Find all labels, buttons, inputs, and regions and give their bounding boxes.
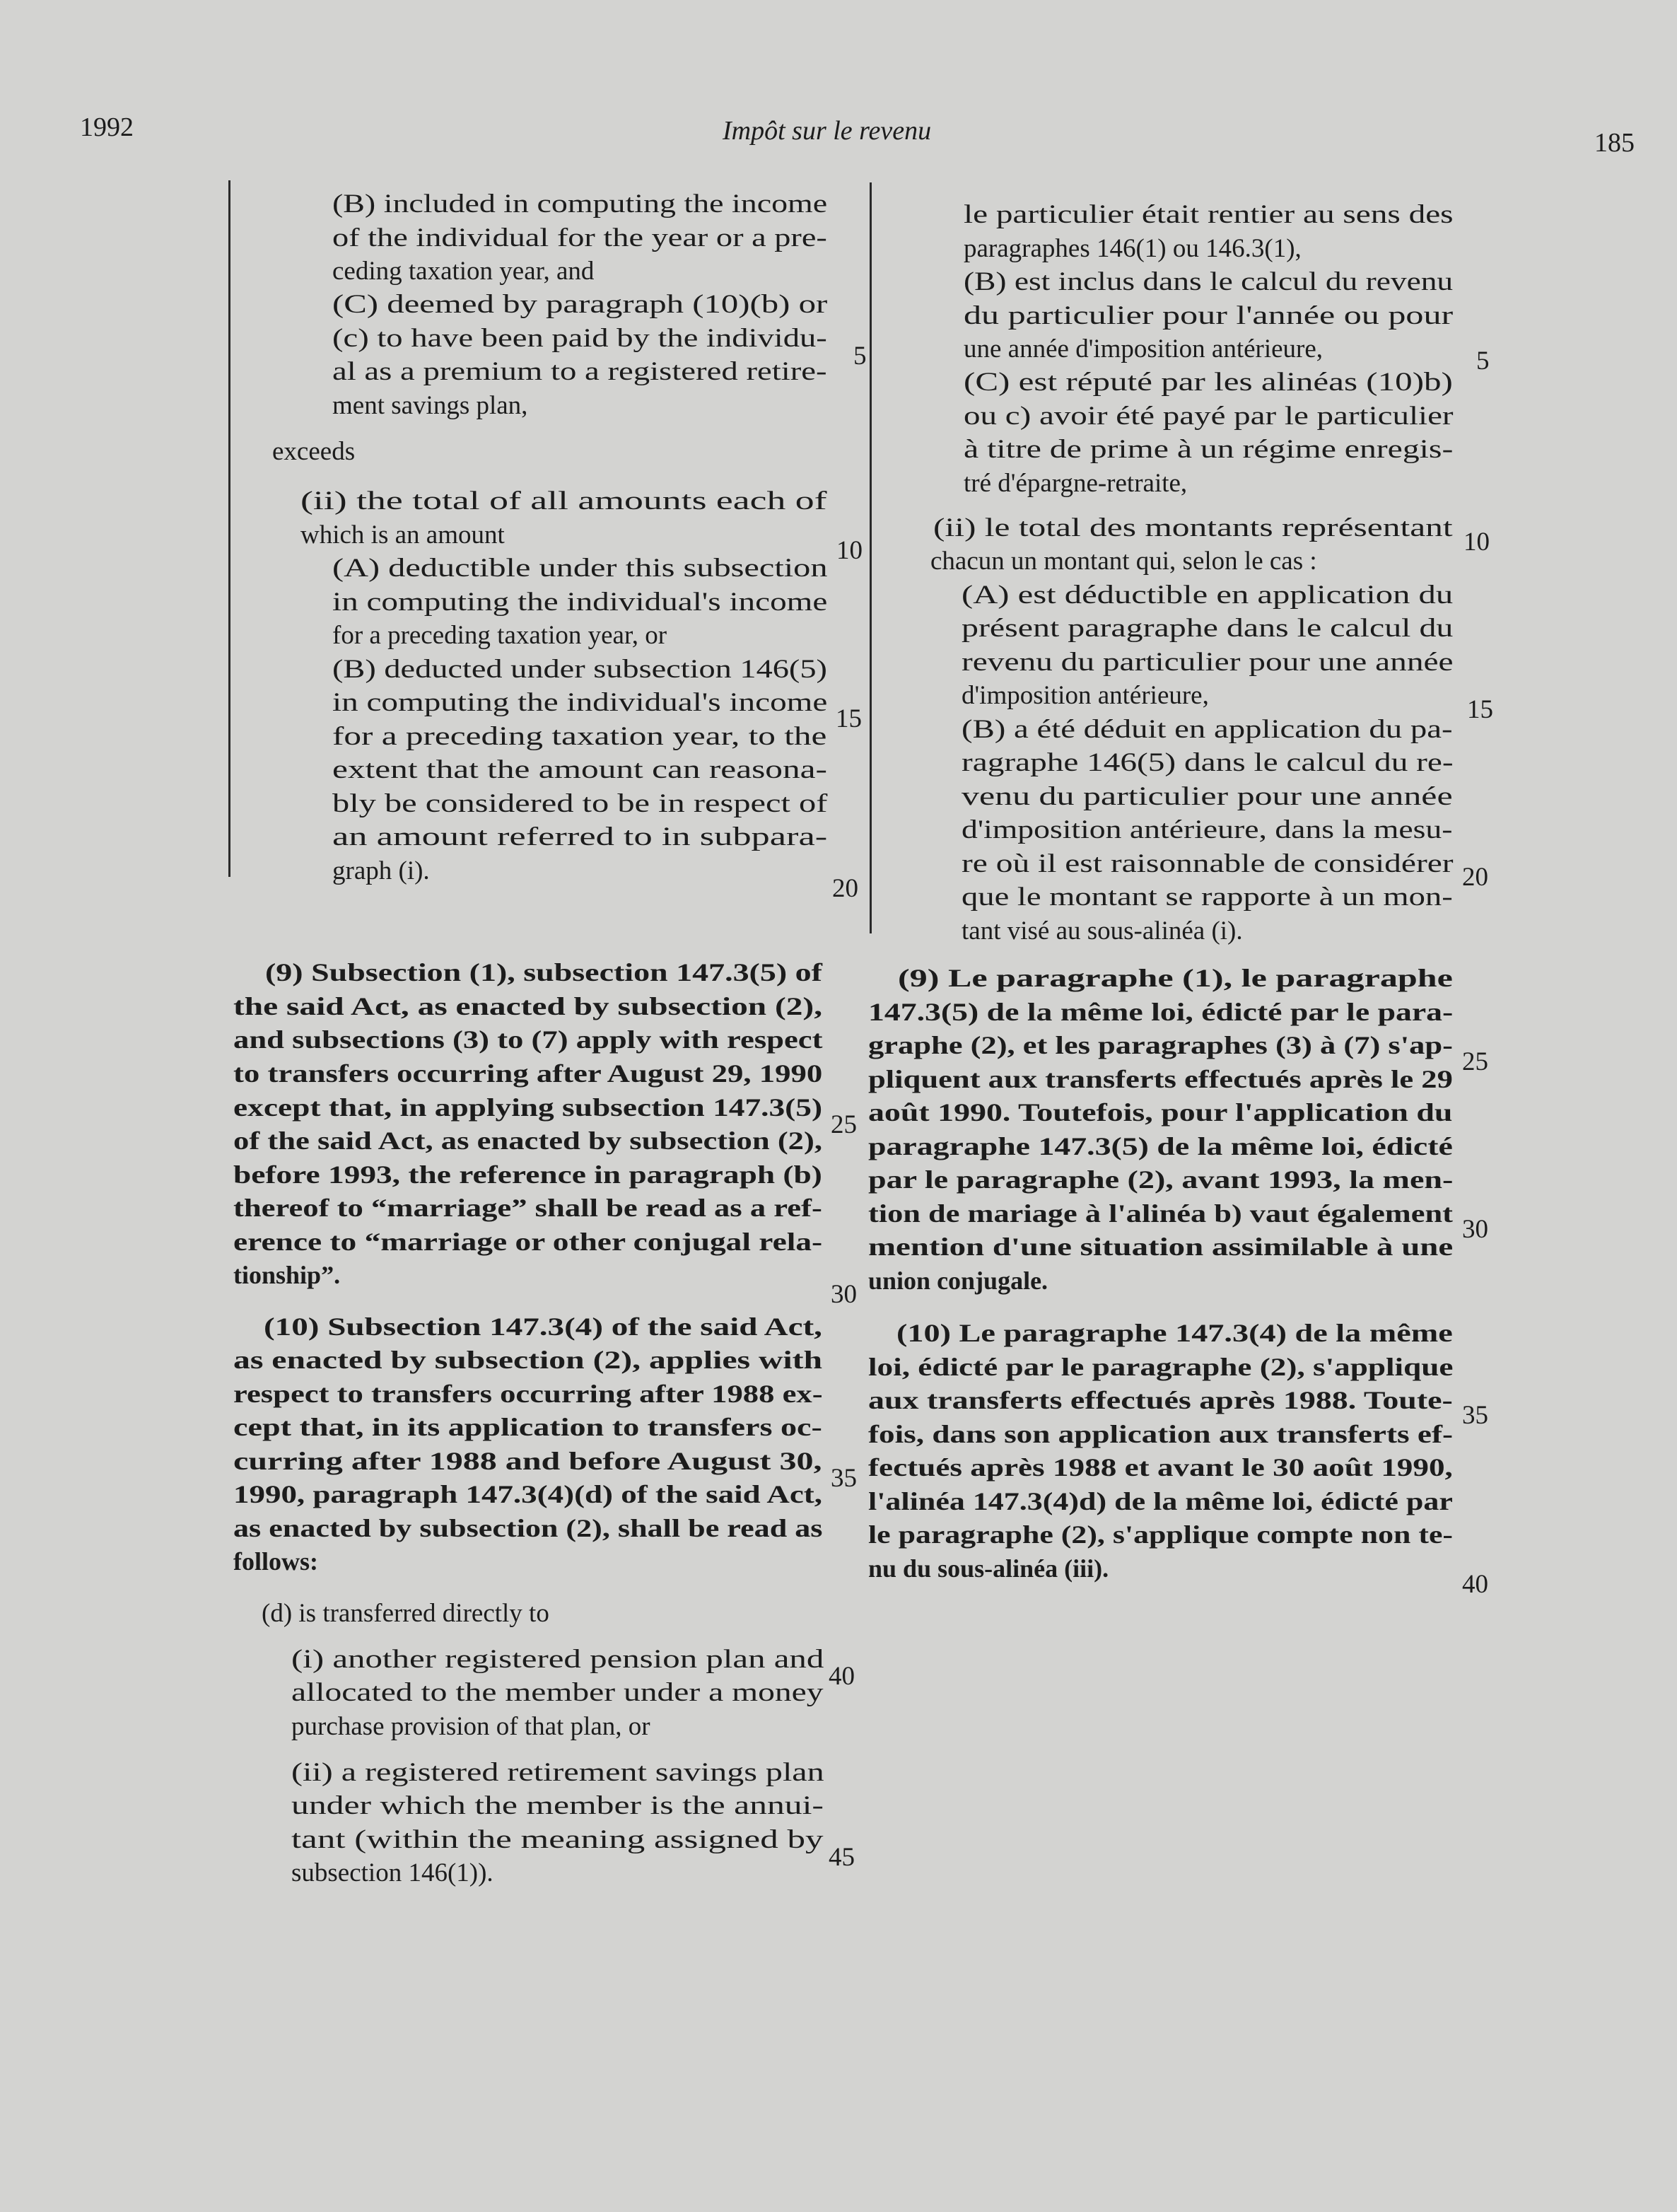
french-para-9-line: août 1990. Toutefois, pour l'application du	[868, 1098, 1453, 1127]
line-number-en: 10	[836, 536, 863, 565]
english-para-9-line: and subsections (3) to (7) apply with respect	[233, 1025, 823, 1054]
french-prov-ii-line: à titre de prime à un régime enregis-	[964, 435, 1454, 464]
english-para-9-line: thereof to “marriage” shall be read as a ref-	[233, 1194, 822, 1222]
english-prov-ii-line: ment savings plan,	[332, 391, 528, 420]
margin-rule-french	[870, 182, 872, 933]
english-prov-ii-line: an amount referred to in subpara-	[332, 822, 828, 851]
english-para-10-line: respect to transfers occurring after 1988 ex-	[233, 1380, 823, 1408]
french-prov-ii-line: tré d'épargne-retraite,	[964, 469, 1188, 498]
french-para-10-line: le paragraphe (2), s'applique compte non te-	[868, 1520, 1454, 1549]
french-prov-ii-line: chacun un montant qui, selon le cas :	[930, 547, 1317, 576]
english-prov-ii-line: in computing the individual's income	[332, 588, 828, 617]
header-year: 1992	[80, 112, 134, 142]
french-prov-ii-line: (ii) le total des montants représentant	[933, 513, 1453, 542]
french-para-9-line: graphe (2), et les paragraphes (3) à (7) s'ap-	[868, 1031, 1453, 1059]
english-para-9-line: erence to “marriage or other conjugal rela-	[233, 1228, 823, 1256]
french-para-10-line: (10) Le paragraphe 147.3(4) de la même	[896, 1319, 1453, 1347]
french-prov-ii-line: une année d'imposition antérieure,	[964, 334, 1324, 363]
english-para-9-line: before 1993, the reference in paragraph (b)	[233, 1160, 822, 1189]
english-para-10-line: 1990, paragraph 147.3(4)(d) of the said Act,	[233, 1480, 822, 1508]
english-para-9-line: the said Act, as enacted by subsection (2),	[233, 992, 823, 1020]
english-prov-ii-line: al as a premium to a registered retire-	[332, 357, 827, 386]
english-para-d-line: (d) is transferred directly to	[262, 1599, 549, 1628]
line-number-fr: 35	[1462, 1401, 1488, 1430]
header-page-number: 185	[1594, 128, 1635, 158]
english-prov-ii-line: for a preceding taxation year, or	[332, 621, 667, 650]
header-title: Impôt sur le revenu	[723, 116, 932, 146]
english-para-d-line: (ii) a registered retirement savings plan	[291, 1758, 824, 1787]
french-prov-ii-line: re où il est raisonnable de considérer	[962, 849, 1454, 878]
french-prov-ii-line: (A) est déductible en application du	[962, 581, 1454, 610]
line-number-fr: 25	[1462, 1047, 1488, 1076]
french-prov-ii-line: venu du particulier pour une année	[962, 782, 1453, 811]
french-prov-ii-line: (B) est inclus dans le calcul du revenu	[964, 267, 1454, 296]
french-prov-ii-line: (C) est réputé par les alinéas (10)b)	[964, 368, 1453, 397]
english-prov-ii-line: in computing the individual's income	[332, 688, 828, 717]
french-prov-ii-line: ou c) avoir été payé par le particulier	[964, 402, 1454, 431]
english-para-10-line: cept that, in its application to transfers oc-	[233, 1413, 822, 1441]
english-prov-ii-line: ceding taxation year, and	[332, 257, 595, 286]
english-para-d-line: purchase provision of that plan, or	[291, 1712, 650, 1741]
french-prov-ii-line: que le montant se rapporte à un mon-	[962, 883, 1453, 912]
line-number-en: 25	[831, 1110, 857, 1139]
line-number-fr: 30	[1462, 1215, 1488, 1244]
english-para-9-line: tionship”.	[233, 1261, 341, 1289]
french-para-9-line: pliquent aux transferts effectués après le 29	[868, 1065, 1453, 1093]
line-number-en: 15	[836, 704, 862, 733]
french-para-9-line: (9) Le paragraphe (1), le paragraphe	[898, 964, 1453, 992]
french-prov-ii-line: (B) a été déduit en application du pa-	[962, 715, 1453, 744]
french-prov-ii-line: d'imposition antérieure, dans la mesu-	[962, 815, 1453, 844]
line-number-fr: 40	[1462, 1570, 1488, 1599]
french-para-9-line: par le paragraphe (2), avant 1993, la men-	[868, 1165, 1454, 1194]
french-prov-ii-line: d'imposition antérieure,	[962, 681, 1209, 710]
english-para-d-line: allocated to the member under a money	[291, 1678, 824, 1707]
french-prov-ii-line: ragraphe 146(5) dans le calcul du re-	[962, 748, 1454, 777]
english-prov-ii-line: of the individual for the year or a pre-	[332, 223, 827, 252]
english-prov-ii-line: (B) deducted under subsection 146(5)	[332, 655, 827, 684]
english-para-d-line: under which the member is the annui-	[291, 1791, 824, 1820]
french-prov-ii-line: revenu du particulier pour une année	[962, 648, 1454, 677]
line-number-en: 5	[853, 342, 867, 371]
english-prov-ii-line: for a preceding taxation year, to the	[332, 722, 827, 751]
english-para-d-line: tant (within the meaning assigned by	[291, 1825, 824, 1854]
english-para-d-line: subsection 146(1)).	[291, 1858, 493, 1887]
line-number-en: 45	[829, 1843, 855, 1872]
french-para-9-line: mention d'une situation assimilable à une	[868, 1233, 1454, 1261]
english-prov-ii-line: extent that the amount can reasona-	[332, 755, 827, 784]
english-para-9-line: of the said Act, as enacted by subsection (2),	[233, 1127, 823, 1155]
french-prov-ii-line: présent paragraphe dans le calcul du	[962, 614, 1454, 643]
french-para-9-line: tion de mariage à l'alinéa b) vaut également	[868, 1199, 1453, 1228]
french-para-10-line: nu du sous-alinéa (iii).	[868, 1554, 1109, 1583]
english-para-10-line: (10) Subsection 147.3(4) of the said Act,	[264, 1312, 822, 1341]
line-number-fr: 10	[1463, 528, 1490, 557]
line-number-en: 40	[829, 1662, 855, 1691]
french-para-10-line: fois, dans son application aux transferts ef-	[868, 1420, 1454, 1448]
line-number-en: 35	[831, 1464, 857, 1493]
french-para-9-line: 147.3(5) de la même loi, édicté par le para-	[868, 998, 1454, 1026]
french-prov-ii-line: paragraphes 146(1) ou 146.3(1),	[964, 234, 1302, 263]
english-prov-ii-line: (ii) the total of all amounts each of	[300, 487, 827, 516]
english-para-d-line: (i) another registered pension plan and	[291, 1645, 824, 1674]
english-para-10-line: follows:	[233, 1547, 318, 1576]
english-prov-ii-line: (B) included in computing the income	[332, 190, 828, 219]
french-para-10-line: aux transferts effectués après 1988. Toute-	[868, 1386, 1453, 1414]
french-para-9-line: paragraphe 147.3(5) de la même loi, édicté	[868, 1132, 1453, 1160]
english-para-9-line: to transfers occurring after August 29, 1990	[233, 1059, 823, 1088]
english-para-10-line: curring after 1988 and before August 30,	[233, 1447, 822, 1475]
french-prov-ii-line: le particulier était rentier au sens des	[964, 200, 1454, 229]
line-number-fr: 15	[1467, 695, 1493, 724]
margin-rule-english	[228, 180, 230, 877]
french-para-10-line: loi, édicté par le paragraphe (2), s'applique	[868, 1353, 1454, 1381]
french-para-9-line: union conjugale.	[868, 1267, 1048, 1295]
line-number-fr: 5	[1476, 347, 1490, 376]
french-para-10-line: l'alinéa 147.3(4)d) de la même loi, édicté par	[868, 1487, 1453, 1515]
line-number-fr: 20	[1462, 863, 1488, 892]
french-para-10-line: fectués après 1988 et avant le 30 août 1990,	[868, 1453, 1453, 1482]
line-number-en: 20	[832, 874, 858, 903]
english-prov-ii-line: which is an amount	[300, 520, 505, 549]
english-para-10-line: as enacted by subsection (2), shall be read as	[233, 1514, 823, 1542]
english-prov-ii-line: (A) deductible under this subsection	[332, 554, 828, 583]
english-prov-ii-line: bly be considered to be in respect of	[332, 789, 828, 818]
english-para-9-line: except that, in applying subsection 147.3(5)	[233, 1093, 823, 1122]
line-number-en: 30	[831, 1280, 857, 1309]
english-prov-ii-line: exceeds	[272, 437, 356, 466]
french-prov-ii-line: tant visé au sous-alinéa (i).	[962, 916, 1243, 945]
english-prov-ii-line: (C) deemed by paragraph (10)(b) or	[332, 290, 828, 319]
english-para-10-line: as enacted by subsection (2), applies with	[233, 1346, 823, 1374]
english-prov-ii-line: graph (i).	[332, 856, 430, 885]
french-prov-ii-line: du particulier pour l'année ou pour	[964, 301, 1454, 330]
english-prov-ii-line: (c) to have been paid by the individu-	[332, 324, 827, 353]
english-para-9-line: (9) Subsection (1), subsection 147.3(5) of	[265, 958, 822, 986]
